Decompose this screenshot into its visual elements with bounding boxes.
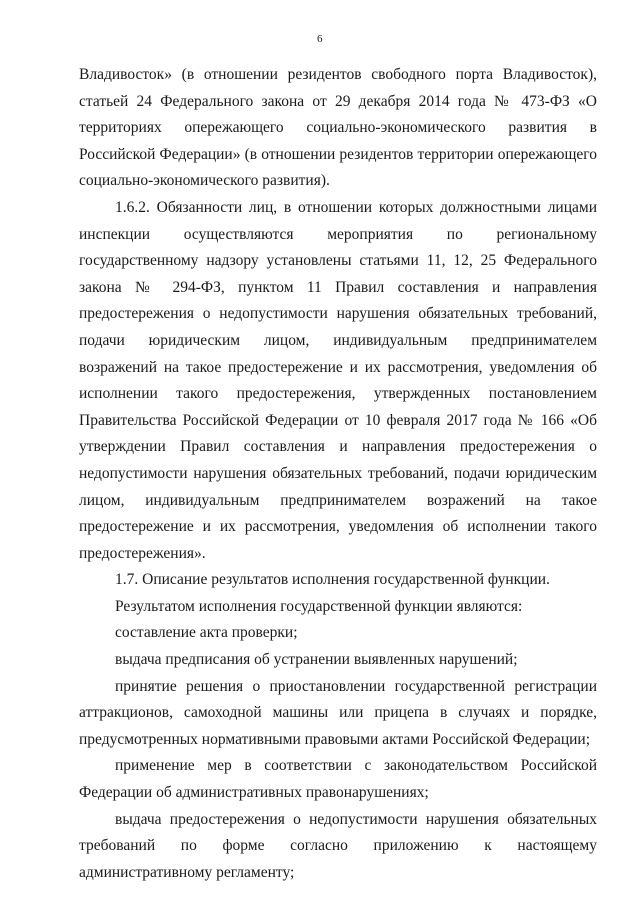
- paragraph-1-7-heading: 1.7. Описание результатов исполнения государственной функции.: [115, 571, 550, 589]
- paragraph-results-intro: Результатом исполнения государственной функции являются:: [115, 597, 523, 615]
- paragraph-continuation: Владивосток» (в отношении резидентов свободного порта Владивосток), статьей 24 Федерального закона от 29 декабря 2014 года № 473-ФЗ «О территориях опережающего социально-экономического развития в Российской Федерации» (в отношении резидентов территории опережающего социально-экономического развития).: [79, 66, 597, 190]
- list-item-inspection-act: составление акта проверки;: [115, 624, 298, 642]
- list-item-warning: выдача предостережения о недопустимости нарушения обязательных требований по форме согласно приложению к настоящему административному регламенту;: [79, 810, 597, 881]
- paragraph-1-6-2: 1.6.2. Обязанности лиц, в отношении которых должностными лицами инспекции осуществляются мероприятия по региональному государственному надзору установлены статьями 11, 12, 25 Федерального закона № 294-ФЗ, пунктом 11 Правил составления и направления предостережения о недопустимости нарушения обязательных требований, подачи юридическим лицом, индивидуальным предпринимателем возражений на такое предостережение и их рассмотрения, уведомления об исполнении такого предостережения, утвержденных постановлением Правительства Российской Федерации от 10 февраля 2017 года № 166 «Об утверждении Правил составления и направления предостережения о недопустимости нарушения обязательных требований, подачи юридическим лицом, индивидуальным предпринимателем возражений на такое предостережение и их рассмотрения, уведомления об исполнении такого предостережения».: [79, 198, 597, 562]
- page-number: 6: [317, 33, 323, 45]
- list-item-registration-suspension: принятие решения о приостановлении государственной регистрации аттракционов, самоходной машины или прицепа в случаях и порядке, предусмотренных нормативными правовыми актами Российской Федерации;: [79, 677, 597, 748]
- list-item-prescription: выдача предписания об устранении выявленных нарушений;: [115, 651, 518, 669]
- list-item-administrative-measures: применение мер в соответствии с законодательством Российской Федерации об административных правонарушениях;: [79, 757, 597, 802]
- document-body: [79, 62, 597, 886]
